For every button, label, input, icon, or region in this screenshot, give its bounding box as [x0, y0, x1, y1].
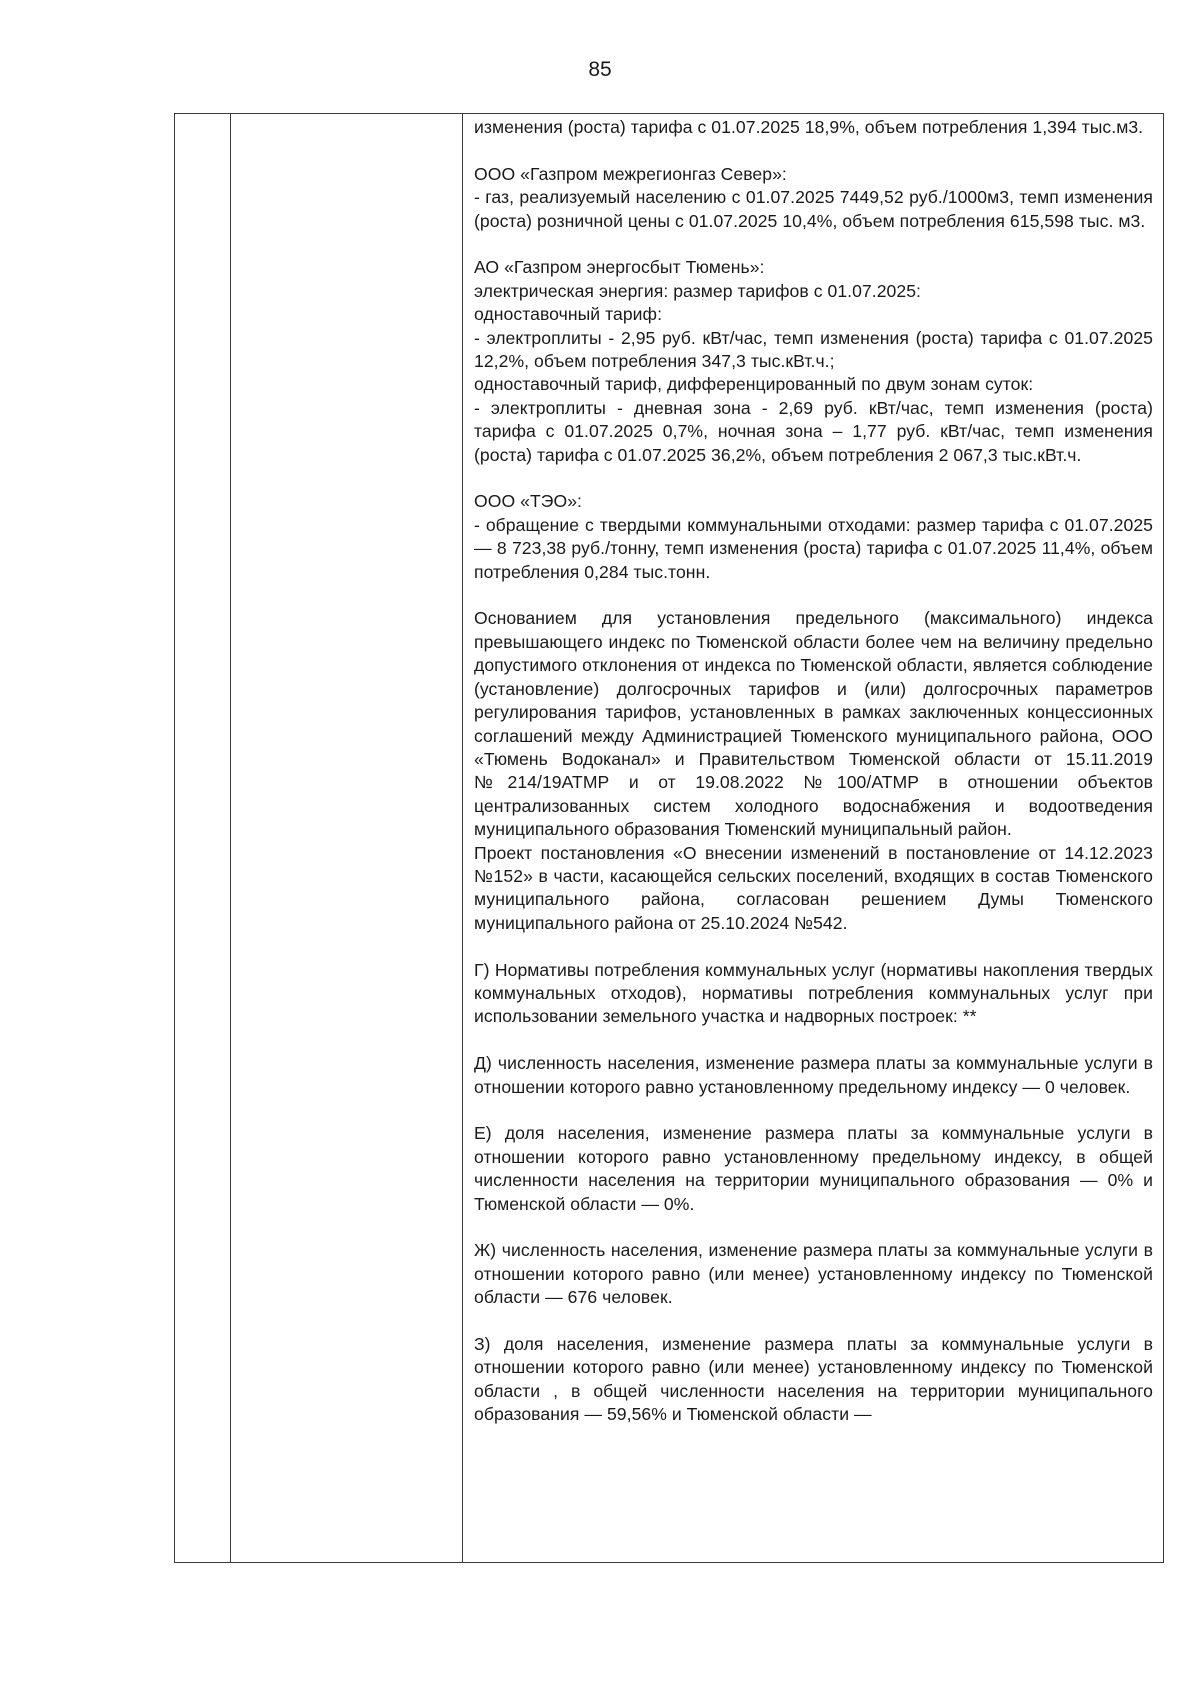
single-rate-tariff-paragraph: - электроплиты - 2,95 руб. кВт/час, темп изменения (роста) тарифа с 01.07.2025 12,2%, объем потребления 347,3 тыс.кВт.ч.;	[474, 327, 1153, 372]
section-e-paragraph: Е) доля населения, изменение размера платы за коммунальные услуги в отношении которого равно установленному предельному индексу, в общей численности населения на территории муниципального образования — 0% и Тюменской области — 0%.	[474, 1123, 1153, 1214]
two-zone-tariff-paragraph: - электроплиты - дневная зона - 2,69 руб. кВт/час, темп изменения (роста) тарифа с 01.07.2025 0,7%, ночная зона – 1,77 руб. кВт/час, темп изменения (роста) тарифа с 01.07.2025 36,2%, объем потребления 2 067,3 тыс.кВт.ч.	[474, 397, 1153, 465]
electricity-supplier-heading: АО «Газпром энергосбыт Тюмень»:	[474, 257, 765, 278]
waste-supplier-heading: ООО «ТЭО»:	[474, 491, 582, 512]
column-divider-1	[230, 114, 231, 1562]
resolution-project-paragraph: Проект постановления «О внесении изменений в постановление от 14.12.2023 №152» в части, касающейся сельских поселений, входящих в состав Тюменского муниципального района, согласован решением Думы Тюменского муниципального района от 25.10.2024 №542.	[474, 842, 1153, 933]
electricity-tariff-intro: электрическая энергия: размер тарифов с 01.07.2025:	[474, 280, 921, 301]
gas-tariff-paragraph: - газ, реализуемый населению с 01.07.2025 7449,52 руб./1000м3, темп изменения (роста) розничной цены с 01.07.2025 10,4%, объем потребления 615,598 тыс. м3.	[474, 187, 1153, 231]
gas-supplier-heading: ООО «Газпром межрегионгаз Север»:	[474, 163, 787, 184]
table-cell-content	[474, 116, 1153, 1427]
single-rate-tariff-label: одноставочный тариф:	[474, 304, 663, 325]
section-g-paragraph: Г) Нормативы потребления коммунальных услуг (нормативы накопления твердых коммунальных отходов), нормативы потребления коммунальных услуг при использовании земельного участка и надворных построек: **	[474, 959, 1153, 1027]
document-table	[174, 113, 1164, 1563]
section-z-paragraph: З) доля населения, изменение размера платы за коммунальные услуги в отношении которого равно (или менее) установленному индексу по Тюменской области , в общей численности населения на территории муниципального образования — 59,56% и Тюменской области —	[474, 1333, 1153, 1425]
section-d-paragraph: Д) численность населения, изменение размера платы за коммунальные услуги в отношении которого равно установленному предельному индексу — 0 человек.	[474, 1053, 1153, 1097]
column-divider-2	[462, 114, 463, 1562]
waste-tariff-paragraph: - обращение с твердыми коммунальными отходами: размер тарифа с 01.07.2025 — 8 723,38 руб./тонну, темп изменения (роста) тарифа с 01.07.2025 11,4%, объем потребления 0,284 тыс.тонн.	[474, 514, 1153, 582]
paragraph-water-tariff-tail: изменения (роста) тарифа с 01.07.2025 18,9%, объем потребления 1,394 тыс.м3.	[474, 117, 1144, 137]
two-zone-tariff-label: одноставочный тариф, дифференцированный по двум зонам суток:	[474, 374, 1034, 395]
page-number: 85	[588, 58, 612, 81]
section-zh-paragraph: Ж) численность населения, изменение размера платы за коммунальные услуги в отношении которого равно (или менее) установленному индексу по Тюменской области — 676 человек.	[474, 1240, 1153, 1308]
basis-paragraph: Основанием для установления предельного (максимального) индекса превышающего индекс по Тюменской области более чем на величину предельно допустимого отклонения от индекса по Тюменской области, является соблюдение (установление) долгосрочных тарифов и (или) долгосрочных параметров регулирования тарифов, установленных в рамках заключенных концессионных соглашений между Администрацией Тюменского муниципального района, ООО «Тюмень Водоканал» и Правительством Тюменской области от 15.11.2019 №214/19АТМР и от 19.08.2022 №100/АТМР в отношении объектов централизованных систем холодного водоснабжения и водоотведения муниципального образования Тюменский муниципальный район.	[474, 608, 1153, 840]
